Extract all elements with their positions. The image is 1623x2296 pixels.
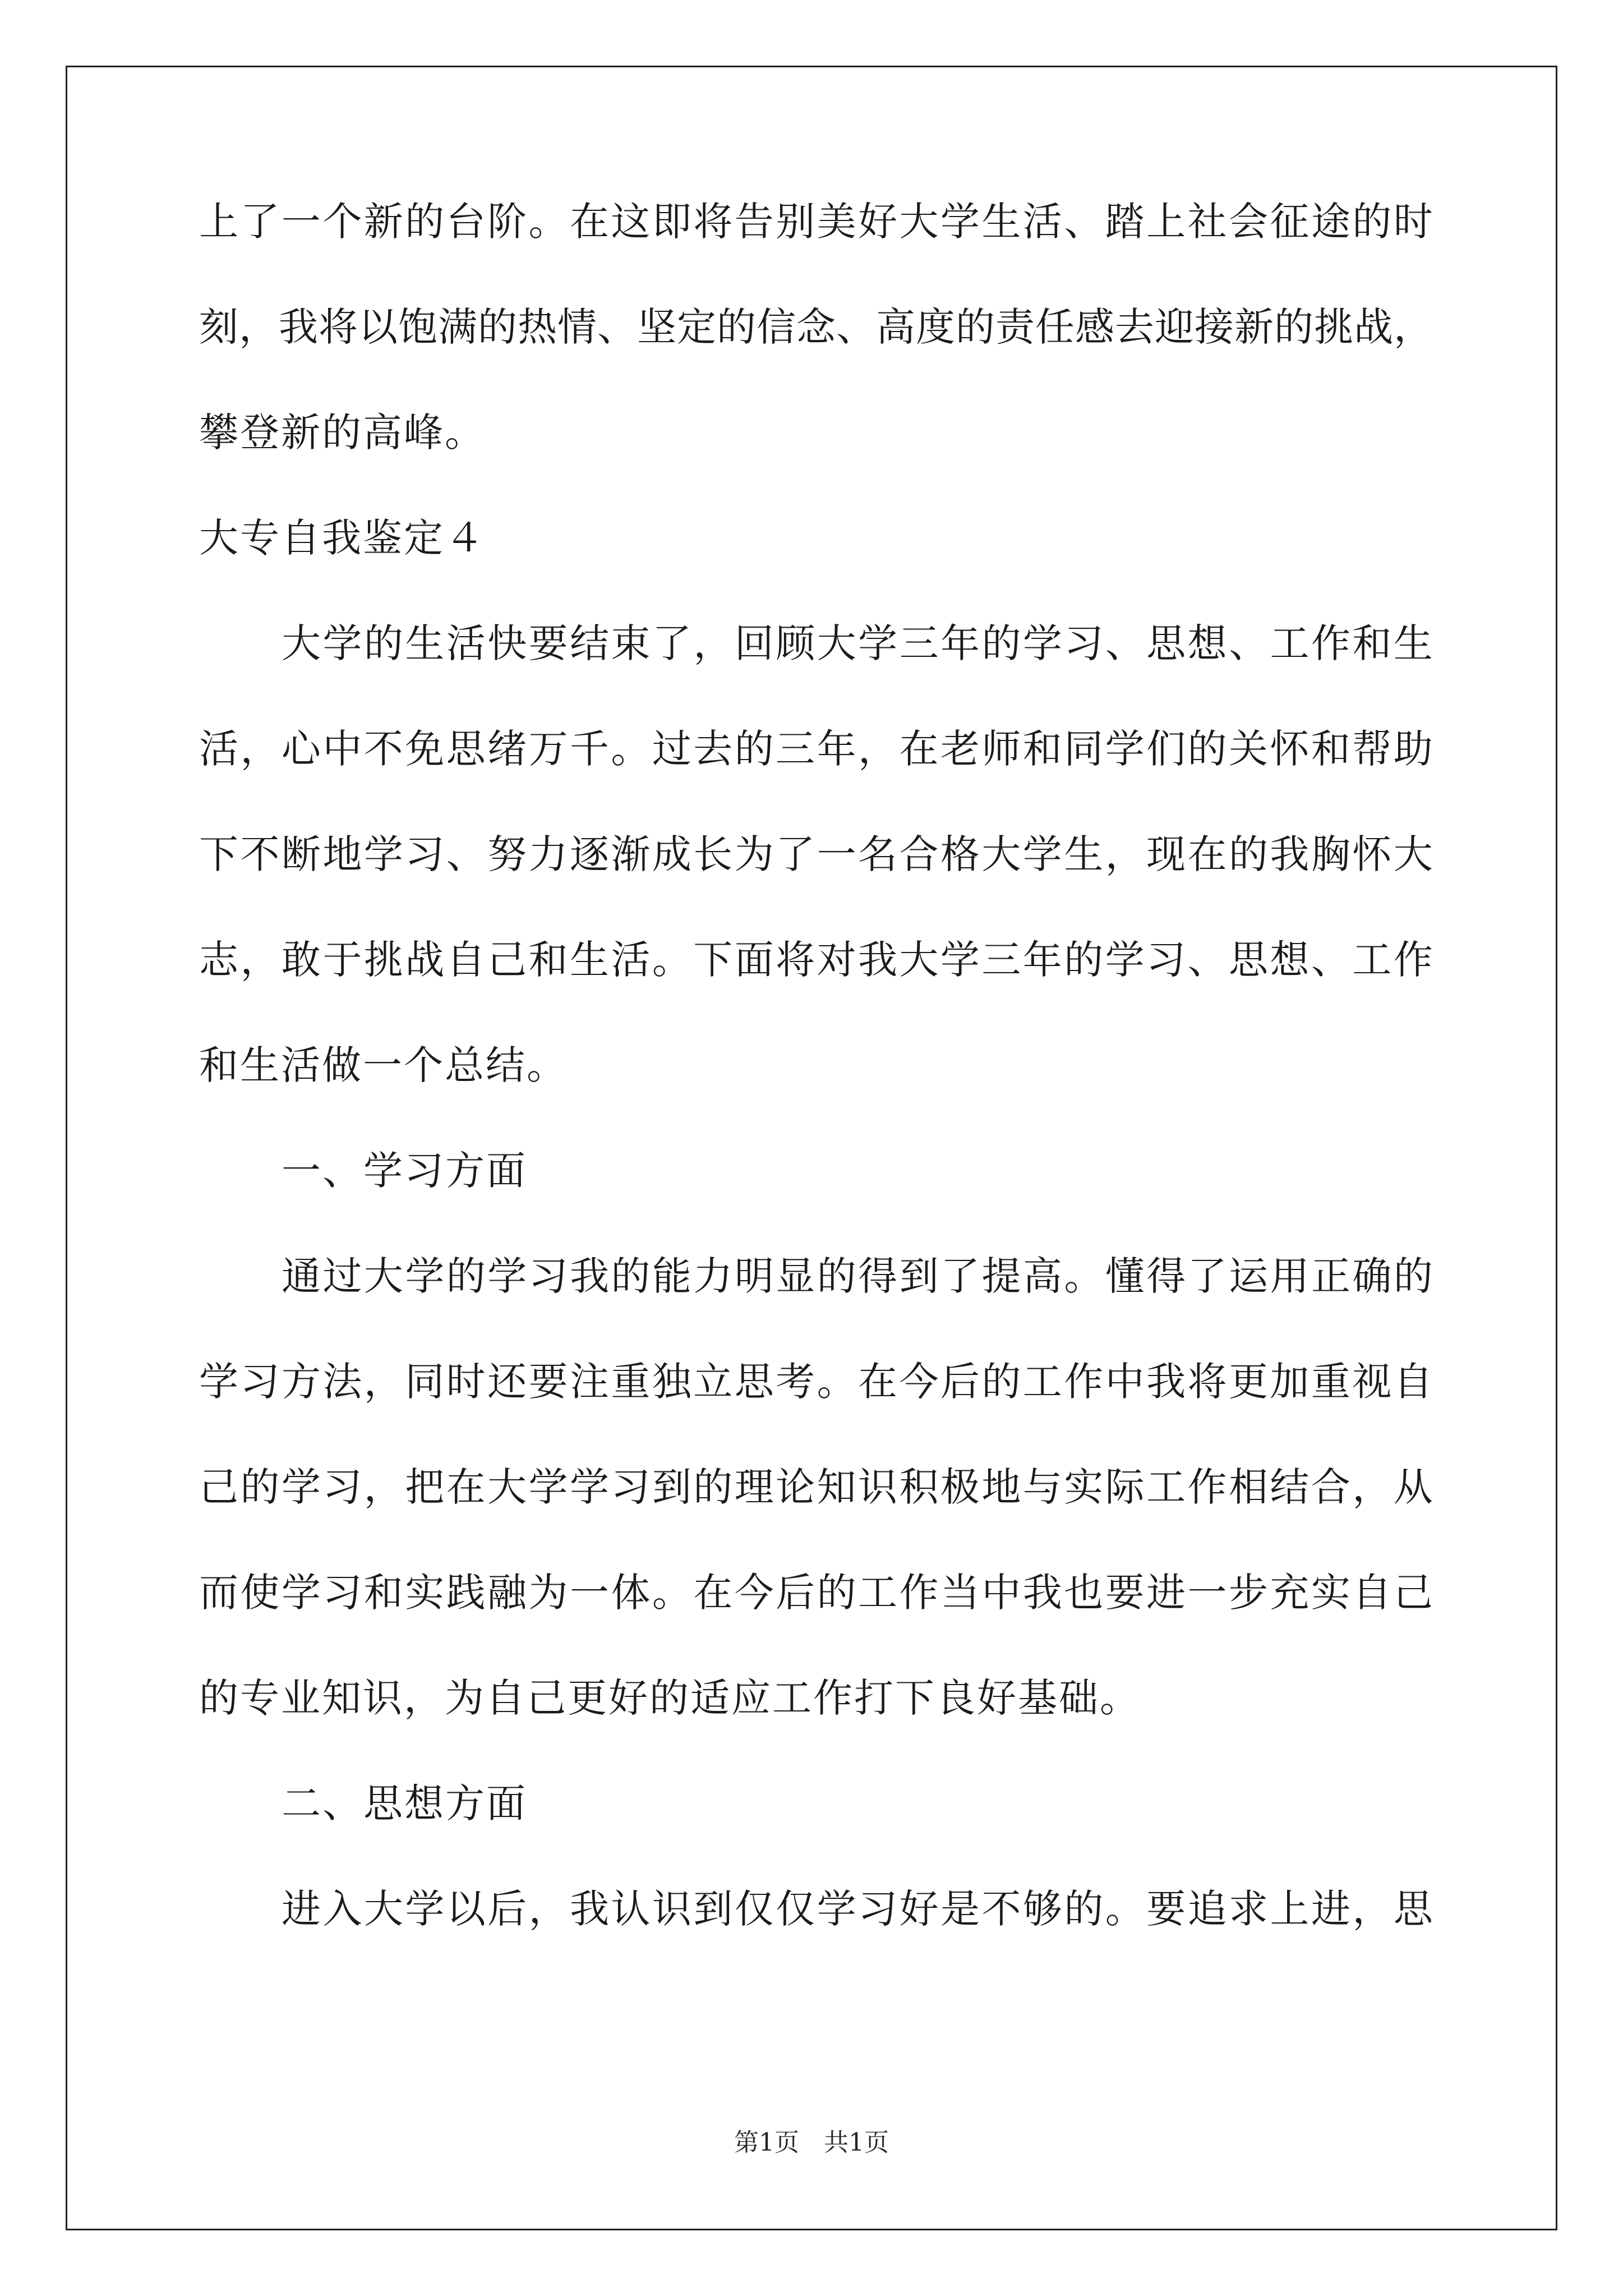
body-line: 和生活做一个总结。 xyxy=(199,1042,568,1088)
subheading: 二、思想方面 xyxy=(282,1780,527,1826)
body-line: 而 使 学 习 和 实 践 融 为 一 体 。 在 今 后 的 工 作 当 中 我 也 要 进 一 步 充 实 自 己 xyxy=(199,1570,1433,1616)
body-line: 攀登新的高峰。 xyxy=(199,409,486,455)
body-line: 学 习 方 法 ， 同 时 还 要 注 重 独 立 思 考 。 在 今 后 的 工 作 中 我 将 更 加 重 视 自 xyxy=(199,1359,1433,1405)
body-line: 下 不 断 地 学 习 、 努 力 逐 渐 成 长 为 了 一 名 合 格 大 学 生 ， 现 在 的 我 胸 怀 大 xyxy=(199,831,1433,877)
page-footer: 第1页 共1页 xyxy=(734,2128,889,2157)
body-line: 己 的 学 习 ， 把 在 大 学 学 习 到 的 理 论 知 识 积 极 地 与 实 际 工 作 相 结 合 ， 从 xyxy=(199,1464,1433,1510)
body-line: 大 学 的 生 活 快 要 结 束 了 ， 回 顾 大 学 三 年 的 学 习 、 思 想 、 工 作 和 生 xyxy=(282,620,1433,666)
body-line: 上 了 一 个 新 的 台 阶 。 在 这 即 将 告 别 美 好 大 学 生 活 、 踏 上 社 会 征 途 的 时 xyxy=(199,199,1433,245)
document-body xyxy=(199,199,1433,1995)
subheading: 一、学习方面 xyxy=(282,1148,527,1194)
body-line: 的专业知识，为自己更好的适应工作打下良好基础。 xyxy=(199,1675,1141,1721)
body-line: 活 ， 心 中 不 免 思 绪 万 千 。 过 去 的 三 年 ， 在 老 师 和 同 学 们 的 关 怀 和 帮 助 xyxy=(199,726,1433,772)
body-line: 进 入 大 学 以 后 ， 我 认 识 到 仅 仅 学 习 好 是 不 够 的 。 要 追 求 上 进 ， 思 xyxy=(282,1886,1433,1932)
body-line: 刻 ， 我 将 以 饱 满 的 热 情 、 坚 定 的 信 念 、 高 度 的 责 任 感 去 迎 接 新 的 挑 战 ， xyxy=(199,304,1433,350)
body-line: 志 ， 敢 于 挑 战 自 己 和 生 活 。 下 面 将 对 我 大 学 三 年 的 学 习 、 思 想 、 工 作 xyxy=(199,937,1433,983)
body-line: 通 过 大 学 的 学 习 我 的 能 力 明 显 的 得 到 了 提 高 。 懂 得 了 运 用 正 确 的 xyxy=(282,1253,1433,1299)
section-title: 大专自我鉴定４ xyxy=(199,515,486,561)
